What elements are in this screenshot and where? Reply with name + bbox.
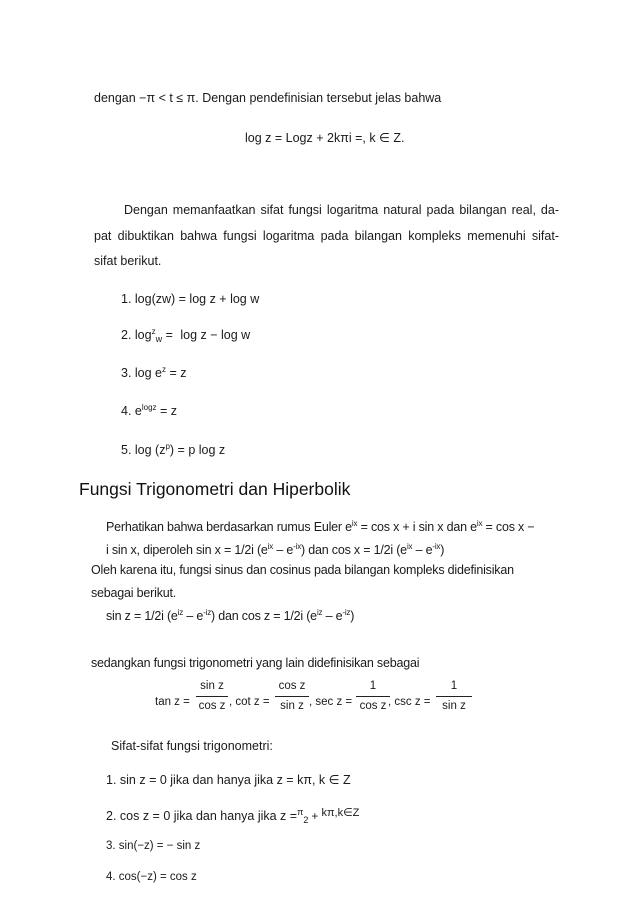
other-trig-intro: sedangkan fungsi trigonometri yang lain didefinisikan sebagai (91, 656, 420, 670)
log-property-2: 2. $\log^z_w = \log z - \log w$ (121, 327, 251, 344)
euler-line-2: i sin x, diperoleh sin x = 1/2i $(e^{ix} - e^{-ix})$ dan cos x = 1/2i $(e^{ix} - e^{-ix})$ (106, 542, 445, 557)
euler-line-3: Oleh karena itu, fungsi sinus dan cosinus pada bilangan kompleks didefinisikan (91, 563, 514, 577)
tan-fraction: sin z cos z (196, 680, 228, 713)
paragraph-line-1: Dengan memanfaatkan sifat fungsi logaritma natural pada bilangan real, da- (124, 203, 559, 217)
tan-label: tan z = (155, 696, 190, 708)
paragraph-line-2: pat dibuktikan bahwa fungsi logaritma pada bilangan kompleks memenuhi sifat- (94, 229, 559, 243)
log-property-3: 3. $\log e^z = z$ (121, 365, 187, 380)
sec-fraction: 1 cos z (356, 680, 390, 713)
log-z-formula: log z = Logz + 2kπi =, k ∈ Z. (245, 131, 405, 145)
log-property-5: 5. $\log (z^p) = p$ log z (121, 442, 226, 457)
log-property-4: 4. $e^{logz} = z$ (121, 403, 178, 418)
euler-line-4: sebagai berikut. (91, 586, 177, 600)
trig-properties-title: Sifat-sifat fungsi trigonometri: (111, 739, 273, 753)
paragraph-line-3: sifat berikut. (94, 254, 162, 268)
trig-property-2: 2. cos z = 0 jika dan hanya jika z =$^\pi_2$ + $^{k\pi,k\in Z}$ (106, 807, 360, 825)
log-property-1: 1. log(zw) = log z + log w (121, 292, 260, 306)
trig-property-1: 1. sin z = 0 jika dan hanya jika z = kπ, k ∈ Z (106, 773, 351, 787)
trig-property-4: 4. cos(−z) = cos z (106, 871, 197, 883)
csc-fraction: 1 sin z (436, 680, 472, 713)
intro-line: dengan −π < t ≤ π. Dengan pendefinisian tersebut jelas bahwa (94, 91, 442, 105)
trig-property-3: 3. sin(−z) = − sin z (106, 840, 201, 852)
euler-line-1: Perhatikan bahwa berdasarkan rumus Euler $e^{ix} = \cos x + i$ sin x dan $e^{ix} = \cos x$ − (106, 519, 535, 534)
sec-label: , sec z = (309, 696, 353, 708)
section-heading: Fungsi Trigonometri dan Hiperbolik (79, 479, 351, 499)
cot-label: , cot z = (229, 696, 270, 708)
sin-cos-definition: sin z = 1/2i $(e^{iz} - e^{-iz})$ dan cos z = 1/2i $(e^{iz} - e^{-iz})$ (106, 608, 355, 623)
csc-label: , csc z = (388, 696, 431, 708)
cot-fraction: cos z sin z (275, 680, 309, 713)
